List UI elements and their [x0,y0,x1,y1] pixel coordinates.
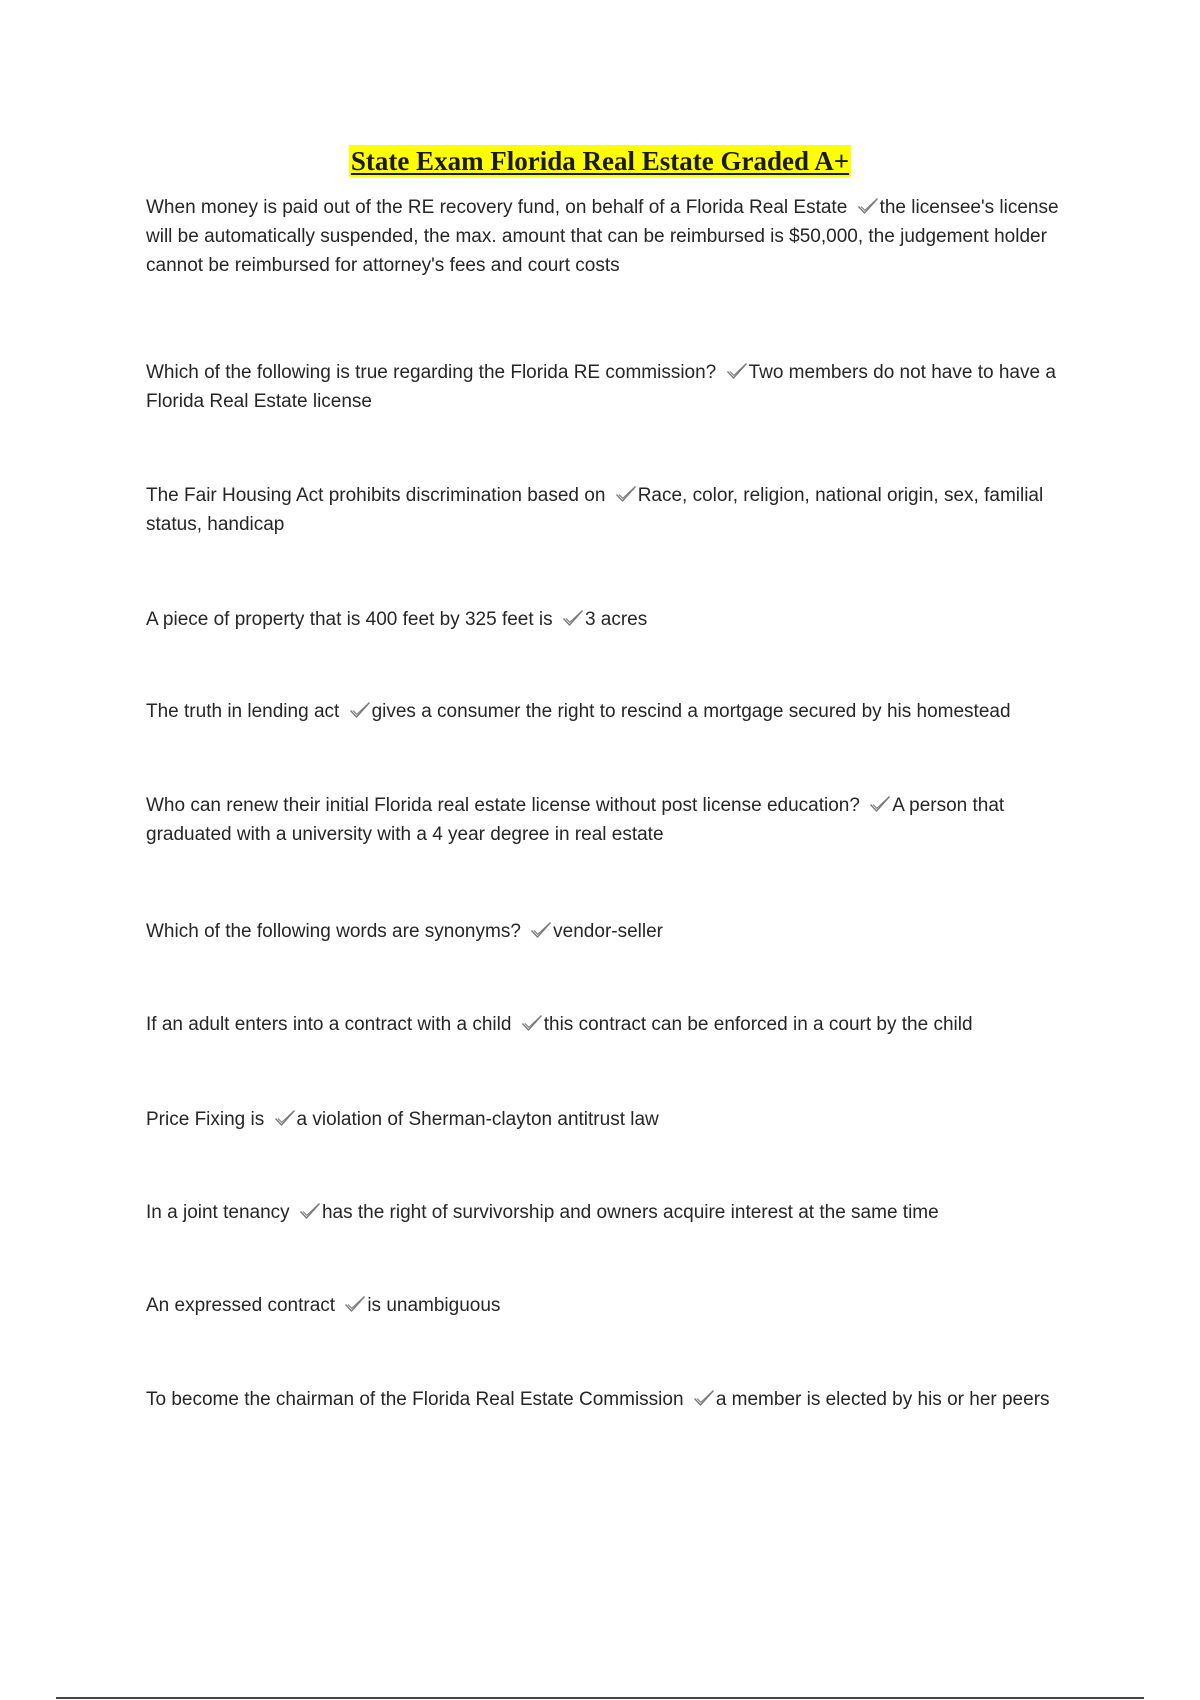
answer-text: has the right of survivorship and owners acquire interest at the same time [321,1202,939,1223]
question-text: When money is paid out of the RE recovery fund, on behalf of a Florida Real Estate [146,197,848,218]
question-text: The truth in lending act [146,701,340,722]
question-text: Who can renew their initial Florida real estate license without post license education? [146,795,860,816]
question-text: In a joint tenancy [146,1202,290,1223]
answer-text: Two members do not have to have a Florida Real Estate license [146,362,1056,412]
question-text: An expressed contract [146,1295,336,1316]
question-text: To become the chairman of the Florida Real Estate Commission [146,1389,684,1410]
page-divider [56,1697,1144,1699]
qa-item [146,605,1076,634]
checkmark-icon [857,197,879,215]
answer-text: Race, color, religion, national origin, sex, familial status, handicap [146,485,1044,535]
question-text: If an adult enters into a contract with a child [146,1014,512,1035]
qa-item [146,358,1076,416]
title-container [0,145,1200,177]
answer-text: vendor-seller [553,921,663,942]
qa-item [146,791,1076,849]
checkmark-icon [299,1202,321,1220]
qa-item [146,1010,1076,1039]
checkmark-icon [349,701,371,719]
checkmark-icon [693,1389,715,1407]
qa-item [146,1198,1076,1227]
question-text: Price Fixing is [146,1109,265,1130]
question-text: Which of the following words are synonyms? [146,921,521,942]
checkmark-icon [530,921,552,939]
answer-text: 3 acres [584,609,648,630]
answer-text: a member is elected by his or her peers [715,1389,1050,1410]
checkmark-icon [869,795,891,813]
document-title: State Exam Florida Real Estate Graded A+ [350,146,850,176]
question-text: The Fair Housing Act prohibits discrimination based on [146,485,606,506]
answer-text: gives a consumer the right to rescind a mortgage secured by his homestead [371,701,1011,722]
answer-text: A person that graduated with a university with a 4 year degree in real estate [146,795,1005,845]
question-text: A piece of property that is 400 feet by 325 feet is [146,609,553,630]
question-text: Which of the following is true regarding the Florida RE commission? [146,362,717,383]
checkmark-icon [726,362,748,380]
qa-item [146,697,1076,726]
checkmark-icon [274,1109,296,1127]
qa-item [146,1291,1076,1320]
answer-text: the licensee's license will be automatically suspended, the max. amount that can be reimbursed is $50,000, the judgement holder cannot be reimbursed for attorney's fees and court costs [146,197,1059,276]
checkmark-icon [344,1295,366,1313]
checkmark-icon [615,485,637,503]
answer-text: this contract can be enforced in a court by the child [543,1014,973,1035]
qa-item [146,1385,1076,1414]
checkmark-icon [562,609,584,627]
answer-text: is unambiguous [367,1295,501,1316]
qa-item [146,481,1076,539]
answer-text: a violation of Sherman-clayton antitrust law [296,1109,659,1130]
checkmark-icon [521,1014,543,1032]
qa-item [146,917,1076,946]
qa-item [146,1105,1076,1134]
qa-item [146,193,1076,280]
